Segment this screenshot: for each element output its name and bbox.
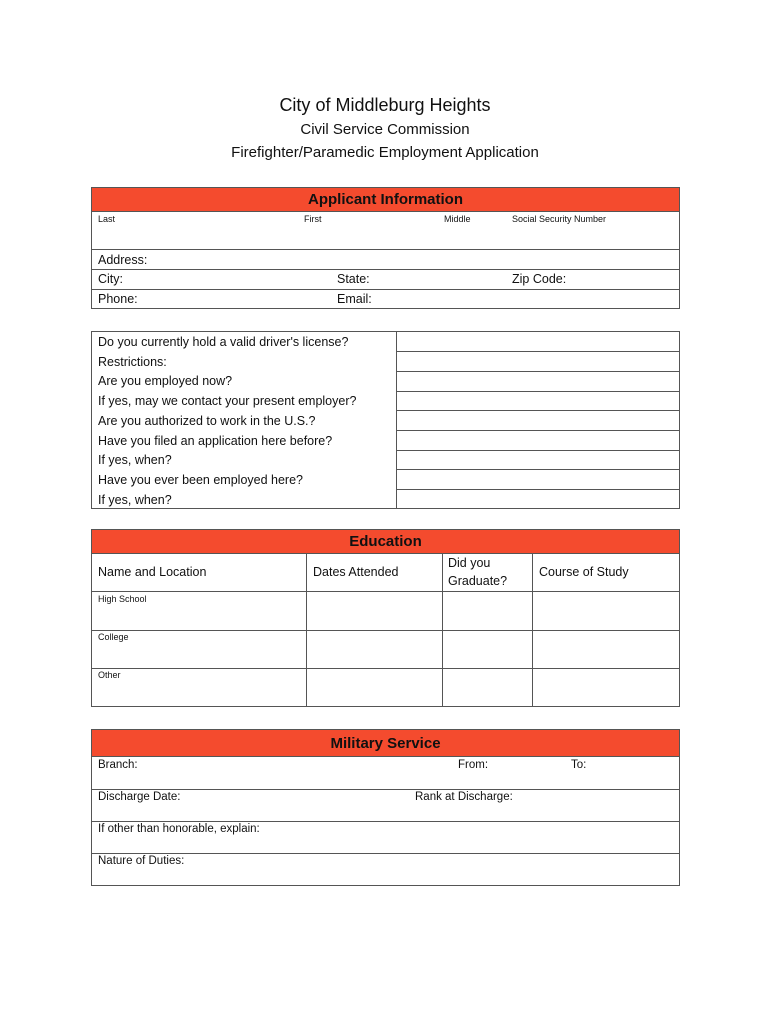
divider xyxy=(92,591,679,592)
divider xyxy=(396,391,679,392)
question-employed-when: If yes, when? xyxy=(98,492,172,507)
divider xyxy=(92,249,679,250)
divider xyxy=(92,289,679,290)
branch-label: Branch: xyxy=(98,759,138,771)
education-row-other: Other xyxy=(98,670,121,680)
city-label: City: xyxy=(98,272,123,286)
last-name-label: Last xyxy=(98,214,116,224)
question-filed-when: If yes, when? xyxy=(98,453,172,468)
question-employed-here: Have you ever been employed here? xyxy=(98,472,303,487)
education-col-name: Name and Location xyxy=(98,565,207,579)
commission-title: Civil Service Commission xyxy=(300,121,470,138)
divider xyxy=(92,668,679,669)
phone-label: Phone: xyxy=(98,292,138,306)
applicant-info-header: Applicant Information xyxy=(92,188,679,212)
nature-of-duties-label: Nature of Duties: xyxy=(98,855,185,867)
city-title: City of Middleburg Heights xyxy=(279,95,491,115)
zip-label: Zip Code: xyxy=(512,272,567,286)
divider xyxy=(92,630,679,631)
address-label: Address: xyxy=(98,253,148,267)
education-col-dates: Dates Attended xyxy=(313,565,399,579)
rank-label: Rank at Discharge: xyxy=(415,791,513,803)
question-filed-before: Have you filed an application here before? xyxy=(98,433,333,448)
divider xyxy=(396,489,679,490)
education-col-graduate-1: Did you xyxy=(448,556,491,570)
question-employed-now: Are you employed now? xyxy=(98,374,233,389)
divider xyxy=(92,789,679,790)
from-label: From: xyxy=(458,759,489,771)
divider xyxy=(396,351,679,352)
divider xyxy=(396,450,679,451)
to-label: To: xyxy=(571,759,587,771)
education-header: Education xyxy=(92,530,679,554)
question-drivers-license: Do you currently hold a valid driver's license? xyxy=(98,335,349,349)
form-title: Firefighter/Paramedic Employment Application xyxy=(231,144,539,161)
education-row-college: College xyxy=(98,632,129,642)
divider xyxy=(396,430,679,431)
state-label: State: xyxy=(337,272,370,286)
education-row-high-school: High School xyxy=(98,594,147,604)
applicant-info-section xyxy=(91,187,680,309)
divider xyxy=(92,269,679,270)
divider xyxy=(396,371,679,372)
ssn-label: Social Security Number xyxy=(512,214,607,224)
email-label: Email: xyxy=(337,292,372,306)
divider xyxy=(92,853,679,854)
divider xyxy=(396,469,679,470)
question-restrictions: Restrictions: xyxy=(98,354,167,369)
military-header: Military Service xyxy=(92,730,679,757)
question-contact-employer: If yes, may we contact your present employer? xyxy=(98,394,357,409)
education-col-course: Course of Study xyxy=(539,565,629,579)
education-section xyxy=(91,529,680,707)
military-section xyxy=(91,729,680,886)
divider xyxy=(396,410,679,411)
questions-section xyxy=(91,331,680,509)
divider xyxy=(92,821,679,822)
column-divider xyxy=(396,332,397,508)
middle-name-label: Middle xyxy=(444,214,471,224)
first-name-label: First xyxy=(304,214,322,224)
education-col-graduate-2: Graduate? xyxy=(448,574,508,588)
honorable-explain-label: If other than honorable, explain: xyxy=(98,823,260,835)
discharge-date-label: Discharge Date: xyxy=(98,791,181,803)
question-authorized-us: Are you authorized to work in the U.S.? xyxy=(98,413,316,428)
